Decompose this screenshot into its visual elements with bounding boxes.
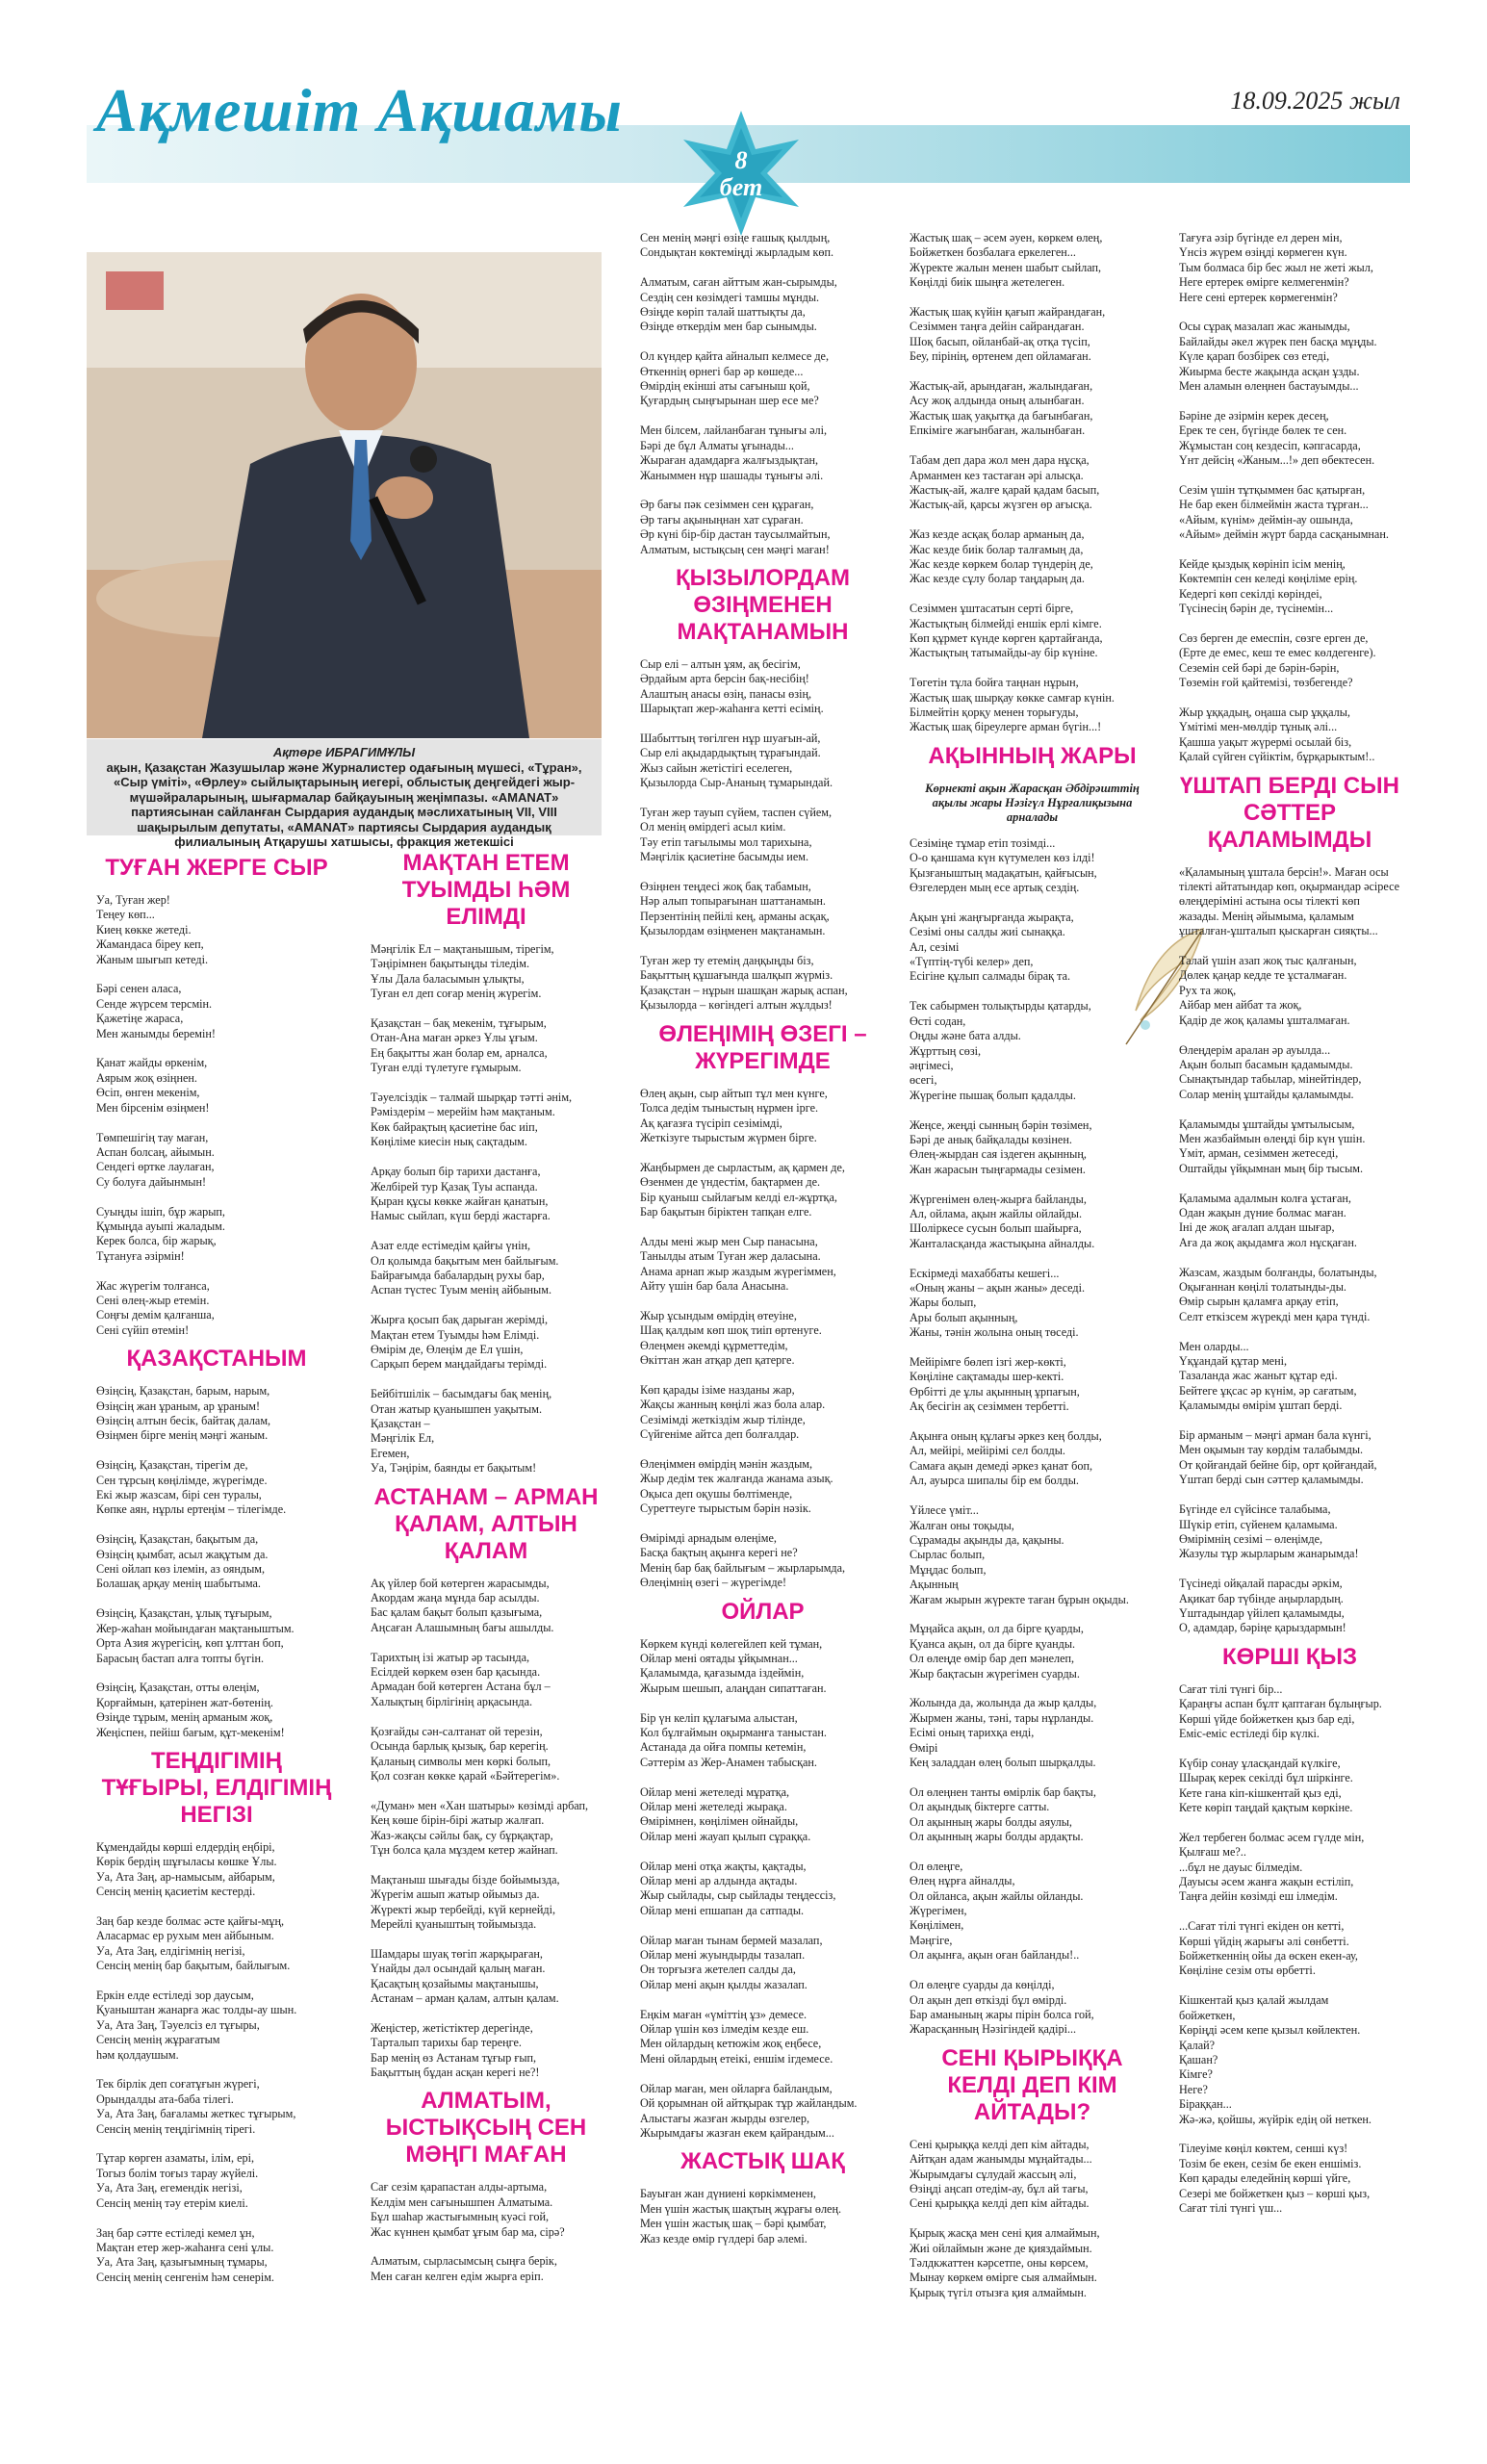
author-photo: [87, 252, 602, 738]
poem-text: Көркем күнді көлегейлеп кей тұман, Ойлар мені оятады ұйқымнан... Қаламымда, қағазымда іздеймін, Жырым шешып, алаңдан сипаттаған. Бір үн келіп құлағыма алыстан, Кол бұлғаймын оқырманға таныстан. Астанада да ойға помпы кетемін, Сәттерім аз Жер-Анамен табысқан. Ойлар мені жетеледі мұратқа, Ойлар мені жетеледі жырақа. Өмірімнен, көңілімен ойнайды, Ойлар мені жауап қылып сұраққа. Ойлар мені отқа жақты, қақтады, Ойлар мені ар алдында ақтады. Жыр сыйлады, сыр сыйлады теңдессіз, Ойлар мені епшапан да сатпады. Ойлар маған тынам бермей мазалап, Ойлар мені жуындырды тазалап. Он торғызға жетелеп салды да, Ойлар мені ақын қылды жазалап. Еңкім маған «үміттің ұз» демесе. Ойлар үшін көз ілмедім кезде еш. Мен ойлардың кетюжім жоқ еңбесе, Мені ойлардың етеікі, еншім ігдемесе. Ойлар маған, мен ойларға байландым, Ой қорымнан ой айтқырак тұр жайландым. Алыстағы жазған жырды өзгелер, Жырымдағы жазған екем қайрандым...: [640, 1636, 858, 2140]
poem-text: Жастық шақ – әсем әуен, көркем өлең, Бойжеткен бозбалаға еркелеген... Жүректе жалын менен шабыт сыйлап, Көңілді биік шыңға жетелеген. Жастық шақ күйін қағып жайрандаған, Сезіммен таңға дейін сайрандаған. Шоқ басып, ойланбай-ақ отқа түсіп, Беу, пірінің, өртенем деп ойламаған. Жастық-ай, арындаған, жалындаған, Асу жоқ алдында оның алынбаған. Жастық шақ уақытқа да бағынбаған, Епкіміге жағынбаған, жалынбаған. Табам деп дара жол мен дара нұсқа, Арманмен кез тастаған әрі алысқа. Жастық-ай, жалғе қарай қадам басып, Жастық-ай, қарсы жүзген өр ағысқа. Жаз кезде асқақ болар арманың да, Жас кезде биік болар талғамың да, Жас кезде көркем болар түндерің де, Жас кезде сұлу болар таңдарың да. Сезіммен ұштасатын серті бірге, Жастықтың білмейді еншік ерлі кімге. Көп құрмет күнде көрген қартайғанда, Жастықтың татымайды-ау бір күніне. Төгетін тұла бойға таңнан нұрын, Жастық шақ шырқау көкке самғар күнін. Білмейтін қорқу менен торығуды, Жастық шақ біреулерге арман бүгін...!: [910, 231, 1115, 734]
poem-text: Сезіміңе тұмар етіп тозімді... О-о қаншама күн күтумелен көз ілді! Қызғаныштың мадақатын, қайғысын, Өзгелерден мың есе артық сездің. Ақын ұні жаңғырғанда жырақта, Сезімі оны салды жиі сынаққа. Ал, сезімі «Түптің-түбі келер» деп, Есігіне құлып салмады бірақ та. Тек сабырмен толықтырды қатарды, Өсті содан, Оңды және бата алды. Жұрттың сөзі, әңгімесі, өсегі, Жүрегіне пышақ болып қадалды. Жеңсе, жеңді сынның бәрін төзімен, Бәрі де анық байқалады көзінен. Өлең-жырдан сая іздеген ақынның, Жан жарасын тыңғармады сезімен. Жүргенімен өлең-жырға байланды, Ал, ойлама, ақын жайлы ойлайды. Шоліркесе сусын болып шайырға, Жанталасқанда жастықына айналды. Ескірмеді махаббаты кешегі... «Оның жаны – ақын жаны» деседі. Жары болып, Ары болып ақынның, Жаны, тәнін жолына оның төседі. Мейірімге бөлеп ізгі жер-көкті, Көңіліне сақтамады шер-кекті. Өрбітті де ұлы ақынның ұрпағын, Ақ бесігін ақ сезіммен тербетті. Ақынға оның құлағы әркез кең болды, Ал, мейірі, мейірімі сел болды. Самаға ақын демеді әркез қанат боп, Ал, ауырса шипалы бір ем болды. Үйлесе үміт... Жалған оны тоқыды, Сұрамады ақынды да, қақыны. Сырлас болып, Мұңдас болып, Ақынның Жағам жырын жүректе таған бұрын оқыды. Мұңайса ақын, ол да бірге қуарды, Қуанса ақын, ол да бірге қуанды. Ол өлеңде өмір бар деп мәнелеп, Жыр бақтасын жүрегімен суарды. Жолында да, жолында да жыр қалды, Жырмен жаны, тәні, тары нұрланды. Есімі оның тарихқа енді, Өмірі Кең заладдан өлең болып шырқалды. Ол өлеңнен танты өмірлік бар бақты, Ол ақындық біктерге сатты. Ол ақынның жары болды аяулы, Ол ақынның жары болды ардақты. Ол өлеңге, Өлең нұрға айналды, Ол ойланса, ақын жайлы ойланды. Жүрегімен, Көңілімен, Мәңгіге, Ол ақынға, ақын оған байланды!.. Ол өлеңге суарды да көңілді, Ол ақын деп өткізді бұл өмірді. Бар аманының жары пірін болса гой, Жарасқанның Нәзігіндей қадірі...: [910, 835, 1129, 2037]
masthead: [87, 67, 1410, 201]
poem-title: КӨРШІ ҚЫЗ: [1222, 1643, 1357, 1670]
author-portrait-image: [87, 252, 602, 738]
poem-text: Тағуға әзір бүгінде ел дерен мін, Үнсіз жүрем өзіңді көрмеген күн. Тым болмаса бір бес жыл не жеті жыл, Неге ертерек өмірге келмегенмін? Неге сені ертерек көрмегенмін? Осы сұрақ мазалап жас жанымды, Байлайды әкел жүрек пен басқа мұңды. Күле қарап бозбірек сөз етеді, Жиырма бесте жақында асқан ұзды. Мен аламын өлеңнен бастауымды... Бәріне де әзірмін керек десең, Ерек те сен, бүгінде бөлек те сен. Жұмыстан соң кездесіп, кәпгасарда, Үнт дейсің «Жаным...!» деп өбектесен. Сезім үшін тұтқыммен бас қатырған, Не бар екен білмеймін жаста тұрған... «Айым, күнім» деймін-ау ошында, «Айым» деймін жүрт барда сасқанымнан. Кейде қыздық көрініп ісім менің, Көктемпін сен келеді көңіліме ерің. Кедергі көп секілді көріндеі, Түсінесің бәрін де, түсінемін... Сөз берген де емеспін, сөзге ерген де, (Ерте де емес, кеш те емес көлдегенге). Сеземін сей бәрі де бәрін-бәрін, Төземін ғой қайтемізі, төзбегенде? Жыр ұққадың, оңаша сыр ұққалы, Үмітімі мен-мөлдір тұнық әлі... Қашша уақыт жүрермі осылай біз, Қалай сүйген сүйіктім, бұрқарыктым!..: [1179, 231, 1389, 764]
poem-title: ОЙЛАР: [721, 1598, 805, 1625]
poem-dedication: Көрнекті ақын Жарасқан Әбдірәшттің ақылы жары Нәзігүл Нұрғалиқызына арналады: [925, 781, 1140, 824]
poem-title: ТЕҢДІГІМІҢ ТҰҒЫРЫ, ЕЛДІГІМІҢ НЕГІЗІ: [101, 1747, 332, 1828]
caption-author-name: Ақтөре ИБРАГИМҰЛЫ: [272, 745, 416, 759]
poem-title: ТУҒАН ЖЕРГЕ СЫР: [105, 855, 328, 881]
column-1: [96, 847, 337, 2285]
page-number-badge: [679, 111, 804, 236]
poem-title: АҚЫННЫҢ ЖАРЫ: [928, 742, 1137, 769]
column-3: [640, 231, 885, 2246]
newspaper-title: Ақмешіт Ақшамы: [96, 76, 623, 144]
poem-text: Сені қырыққа келді деп кім айтады, Айтқан адам жанымды мұңайтады... Жырымдағы сұлудай жассың әлі, Өзіңді аңсап отедім-ау, бұл ай тағы, Сені қырыққа келді деп кім айтады. Қырық жасқа мен сені қия алмаймын, Жиі ойлаймын және де қияздаймын. Тәлдкжаттен кәрсетпе, оны көрсем, Мынау көркем өмірге сыя алмаймын. Қырық түгіл отызға қия алмаймын.: [910, 2137, 1100, 2299]
column-2: [371, 842, 602, 2284]
poem-text: Уа, Туған жер! Теңеу көп... Киең көкке жетеді. Жамандаса біреу кеп, Жаным шығып кетеді. Бәрі сенен аласа, Сенде жүрсем терсмін. Қажетіңе жараса, Мен жанымды беремін! Қанат жайды өркенім, Аярым жоқ өзіңнен. Өсіп, өнген мекенім, Мен бірсенім өзіңмен! Төмпешігің тау маған, Аспан болсаң, айымын. Сендегі өртке лаулаған, Су болуға дайынмын! Суыңды ішіп, бұр жарып, Құмыңда ауыпі жаладым. Керек болса, бір жарық, Тұтануға әзірмін! Жас жүрегім толғанса, Сені өлең-жыр етемін. Соңғы демім қалғанша, Сені сүйіп өтемін!: [96, 893, 225, 1337]
poem-text: «Қаламының ұштала берсін!». Маған осы тілекті айтатындар көп, оқырмандар әсіресе өлеңдеріміні астына осы тілекті көп жазады. Менің әйымыма, қаламым ұшталған-ұшталып қыскарған сияқты... Талай үшін азап жоқ тыс қалғанын, Дөлек қаңар кедде те ұсталмаған. Рух та жоқ, Айбар мен айбат та жоқ, Қадір де жоқ қаламы ұшталмаған. Өлеңдерім аралан әр ауылда... Ақын болып басамын қадамымды. Сынақтындар табылар, мінейтіндер, Солар менің ұштайды қаламымды. Қаламымды ұштайды ұмтылысым, Мен жазбаймын өлеңді бір күн үшін. Үміт, арман, сезіммен жетеседі, Оштайды үйқымнан мың бір тысым. Қаламыма адалмын колға ұстаған, Одан жақын дүние болмас маған. Іні де жоқ ағалап алдан шығар, Аға да жоқ ақыдамға жол нұсқаған. Жазсам, жаздым болғанды, болатынды, Оқығаннан көңілі толатынды-ды. Өмір сырын қаламға арқау етіп, Селт еткізсем жүрекді мен қара түнді. Мен оларды... Үқұандай құтар мені, Тазаланда жас жаныт құтар еді. Бейтеге ұқсас әр күнім, әр сағатым, Қаламымды өмірім ұштап берді. Бір арманым – мәңгі арман бала күнгі, Мен оқымын тау көрдім талабымды. От қойғандай бейне бір, орт қойғандай, Үштап берді сын сәттер қаламымды. Бүгінде ел сүйсінсе талабыма, Шүкір етіп, сүйенем қаламыма. Өмірімнің сезімі – өлеңімде, Жазулы тұр жырларым жанарымда! Түсінеді ойқалай парасды әркім, Ақикат бар түбінде аңырлардың. Үштадындар үйілеп қаламымды, О, адамдар, бәріңе қарыздармын!: [1179, 864, 1400, 1635]
poem-text: Кұмендайды көрші елдердің еңбірі, Көрік бердің шұғыласы көшке Ұлы. Уа, Ата Заң, ар-намысым, айбарым, Сенсің менің қасиетім кестерді. Заң бар кезде болмас әсте қайғы-мұң, Аласармас ер рухым мен айбыным. Уа, Ата Заң, елдігімнің негізі, Сенсің менің бар бақытым, байлығым. Еркін елде естіледі зор даусым, Қуаныштан жанарға жас толды-ау шын. Уа, Ата Заң, Тәуелсіз ел тұғыры, Сенсің менің жұрағатым һәм қолдаушым. Тек бірлік деп соғатұғын жүрегі, Орындалды ата-баба тілегі. Уа, Ата Заң, бағаламы жеткес тұғырым, Сенсің менің теңдігімнің тірегі. Тұтар көрген азаматы, ілім, ері, Тогыз болім тоғыз тарау жүйелі. Уа, Ата Заң, егемендік негізі, Сенсің менің тәу етерім киелі. Заң бар сәтте естіледі кемел ұн, Мақтан етер жер-жаһанға сені ұлы. Уа, Ата Заң, қазығымның тұмары, Сенсің менің сенгенім һәм сенерім.: [96, 1839, 297, 2284]
column-4: [910, 231, 1155, 2300]
poem-text: Сағ сезім қарапастан алды-артыма, Келдім мен сағынышпен Алматыма. Бұл шаһар жастығымның куәсі гой, Жас күннен қымбат ұғым бар ма, сірә? Алматым, сырласымсың сыңға берік, Мен саған келген едім жырға еріп.: [371, 2180, 565, 2283]
issue-date: 18.09.2025 жыл: [1230, 87, 1400, 115]
poem-title: ӨЛЕҢІМІҢ ӨЗЕГІ – ЖҮРЕГІМДЕ: [658, 1020, 867, 1074]
poem-title: АСТАНАМ – АРМАН ҚАЛАМ, АЛТЫН ҚАЛАМ: [373, 1483, 599, 1564]
poem-text: Мәңгілік Ел – мақтанышым, тірегім, Тәңірімнен бақытыңды тіледім. Ұлы Дала баласымын ұлықты, Туған ел деп соғар менің жүрегім. Қазақстан – бақ мекенім, тұғырым, Отан-Ана маған әркез Ұлы ұғым. Ең бақытты жан болар ем, арналса, Туған елді түлетуге ғұмырым. Тәуелсіздік – талмай шырқар тәтті әнім, Рәміздерім – мерейім һәм мақтаным. Көк байрақтың қасиетіне бас иіп, Көңіліме киесін нық сақтадым. Арқау болып бір тарихи дастанға, Желбірей тур Қазақ Туы аспанда. Қыран құсы көкке жайған қанатын, Намыс сыйлап, күш берді жастарға. Азат елде естімедім қайғы үнін, Ол қолымда бақытым мен байлығым. Байрағымда бабалардың рухы бар, Аспан түстес Туым менің айбыным. Жырға қосып бақ дарыған жерімді, Мақтан етем Туымды һәм Елімді. Өмірім де, Өлеңім де Ел үшін, Сарқып берем маңдайдағы терімді. Бейбітшілік – басымдағы бақ менің, Отан жатыр қуанышпен уақытым. Қазақстан – Мәңгілік Ел, Егемен, Уа, Тәңірім, баянды ет бақытым!: [371, 942, 573, 1476]
poem-title: СЕНІ ҚЫРЫҚҚА КЕЛДІ ДЕП КІМ АЙТАДЫ?: [941, 2044, 1123, 2125]
poem-text: Өзіңсің, Қазақстан, барым, нарым, Өзіңсің жан ұраным, ар ұраным! Өзіңсің алтын бесік, байтақ далам, Өзіңмен бірге менің мәңгі жаным. Өзіңсің, Қазақстан, тірегім де, Сен тұрсың көңілімде, жүрегімде. Екі жыр жазсам, бірі сен туралы, Көпке аян, нұрлы ертеңім – тілегімде. Өзіңсің, Қазақстан, бақытым да, Өзіңсің қымбат, асыл жақұтым да. Сені ойлап көз ілемін, аз ояндым, Болашақ арқау менің шабытыма. Өзіңсің, Қазақстан, ұлық тұғырым, Жер-жаһан мойындаған мақтаныштым. Орта Азия жүрегісің, көп ұлттан боп, Барасың бастап алға топты бүгін. Өзіңсің, Қазақстан, отты өлеңім, Қорғаймын, қатерінен жат-бөтенің. Өзіңде тұрым, менің арманым жоқ, Жеңіспен, пейіш бағым, құт-мекенім!: [96, 1384, 295, 1739]
poem-title: ҮШТАП БЕРДІ СЫН СӘТТЕР ҚАЛАМЫМДЫ: [1180, 772, 1399, 853]
poem-title: ҚЫЗЫЛОРДАМ ӨЗІҢМЕНЕН МАҚТАНАМЫН: [675, 564, 851, 645]
poem-title: ҚАЗАҚСТАНЫМ: [126, 1346, 307, 1373]
page-word: бет: [719, 173, 763, 201]
poem-title: ЖАСТЫҚ ШАҚ: [680, 2148, 845, 2175]
poem-text: Өлең ақын, сыр айтып тұл мен күнге, Толса дедім тыныстың нұрмен ірге. Ақ қағазға түсіріп сезімімді, Жеткізуге тырыстым жүрмен бірге. Жаңбырмен де сырластым, ақ қармен де, Өзенмен де үндестім, бақтармен де. Бір қуаныш сыйлағым келді ел-жұртқа, Бар бақытын біріктен тапқан елге. Алды мені жыр мен Сыр панасына, Танылды атым Туған жер даласына. Анама арнап жыр жаздым жүрегіммен, Айту үшін бар бала Анасына. Жыр ұсындым өмірдің өтеуіне, Шақ қалдым көп шоқ тиіп өртенуге. Өлеңмен әкемді құрметтедім, Өкіттан жан атқар деп қатерге. Көп қарады ізіме назданы жар, Жақсы жанның көңілі жаз бола алар. Сезімімді жеткіздім жыр тілінде, Сүйгеніме айтса деп болғалдар. Өлеңіммен өмірдің мәнін жаздым, Жыр дедім тек жалғанда жанама азық. Оқыса деп оқушы бөлтіменде, Суреттеуге тырыстым бәрін нәзік. Өмірімді арнадым өлеңіме, Басқа бақтың ақынға керегі не? Менің бар бақ байлығым – жырларымда, Өлеңімнің өзегі – жүрегімде!: [640, 1086, 846, 1590]
poem-text: Сен менің мәңгі өзіңе ғашық қылдың, Сондықтан көктеміңді жырладым көп. Алматым, саған айттым жан-сырымды, Сездің сен көзімдегі тамшы мұнды. Өзіңде көріп талай шаттықты да, Өзіңде өткердім мен бар сынымды. Ол күндер қайта айналып келмесе де, Өткеннің өрнегі бар әр көшеде... Өмірдің екінші аты сағыныш қой, Қуғардың сыңғырынан шер есе ме? Мен білсем, лайланбаған тұнығы әлі, Бәрі де бұл Алматы ұғынады... Жыраған адамдарға жалғыздықтан, Жаныммен нұр шашады тұнығы әлі. Әр бағы пәк сезіммен сен құраған, Әр тағы ақыныңнан хат сұраған. Әр күні бір-бір дастан таусылмайтын, Алматым, ыстықсың сен мәңгі маған!: [640, 231, 837, 556]
poem-title: МАҚТАН ЕТЕМ ТУЫМДЫ ҺӘМ ЕЛІМДІ: [401, 850, 571, 930]
poem-text: Бауыған жан дүниені көркімменен, Мен үшін жастық шақтың жұрағы өлең. Мен үшін жастық шақ – бәрі қымбат, Жаз кезде өмір гүлдері бар әлемі.: [640, 2187, 842, 2246]
poem-text: Сағат тілі түнгі бір... Қараңғы аспан бұлт қаптаған бұлыңғыр. Көрші үйде бойжеткен қыз бар еді, Еміс-еміс естіледі бір күлкі. Күбір сонау ұласқандай күлкіге, Шырақ керек секілді бұл шіркінге. Кете гана кіп-кішкентай қыз еді, Кете көріп таңдай қақтым көркіне. Жел тербеген болмас әсем гүлде мін, Қылғаш ме?.. ...бұл не дауыс білмедім. Дауысы әсем жанға жақын естіліп, Таңға дейін көзімді еш ілмедім. ...Сағат тілі түнгі екіден он кетті, Көрші үйдің жарығы әлі сөнбетті. Бойжеткеннің ойы да өскен екен-ау, Көңіліне сезім оты өрбетті. Кішкентай қыз қалай жылдам бойжеткен, Көріңді әсем кепе қызыл көйлектен. Қалай? Қашан? Кімге? Неге? Біраққан... Жә-жә, қойшы, жүйрік едің ой неткен. Тілеуіме көңіл көктем, сенші күз! Тозім бе екен, сезім бе екен еншіміз. Көп қарады еледейнің көрші үйге, Сезері ме бойжеткен қыз – көрші қыз, Сағат тілі түнгі үш...: [1179, 1681, 1382, 2215]
column-5: [1179, 231, 1400, 2216]
poem-title: АЛМАТЫМ, ЫСТЫҚСЫҢ СЕН МӘҢГІ МАҒАН: [385, 2088, 587, 2169]
caption-author-bio: ақын, Қазақстан Жазушылар және Журналистер одағының мүшесі, «Тұран», «Сыр үміті», «Өрлеу» сыйлықтарының иегері, облыстық деңгейдегі жыр-мүшәйраларының, шығармалар байқауының жеңімпазы. «AMANAT» партиясынан сайланған Сырдария аудандық мәслихатының VII, VIII шақырылым депутаты, «AMANAT» партиясы Сырдария аудандық филиалының Атқарушы хатшысы, фракция жетекшісі: [106, 759, 582, 849]
poem-text: Сыр елі – алтын ұям, ақ бесігім, Әрдайым арта берсін бақ-несібің! Алаштың анасы өзің, панасы өзің, Шарықтап жер-жаһанға кетті есімің. Шабыттың төгілген нұр шуағын-ай, Сыр елі ақыдардықтың тұрағындай. Жыз сайын жетістігі еселеген, Қызылорда Сыр-Ананың тұмарындай. Туған жер тауып сүйем, таспен сүйем, Ол менің өмірдегі асыл киім. Тәу етіп тағылымы мол тарихына, Мәңгілік қасиетіне басымды ием. Өзіңнен теңдесі жоқ бақ табамын, Нәр алып топырағынан шаттанамын. Перзентінің пейілі кең, арманы асқақ, Қызылордам өзіңменен мақтанамын. Туған жер ту етемің даңқыңды біз, Бақыттың құшағында шалқып жүрміз. Қазақстан – нұрын шашқан жарық аспан, Қызылорда – көгіндегі алтын жұлдыз!: [640, 656, 848, 1013]
poem-text: Ақ үйлер бой көтерген жарасымды, Акордам жаңа мұнда бар асылды. Бас қалам бақыт болып қазығыма, Аңсаған Алашымның бағы ашылды. Тарихтың ізі жатыр әр тасында, Есілдей көркем өзен бар қасында. Армадан бой көтерген Астана бұл – Халықтың бірлігінің арқасында. Қозғайды сән-салтанат ой терезін, Осында барлық қызық, бар керегің. Қаланың символы мен көркі болып, Қол созған көкке қарай «Бәйтерегім». «Думан» мен «Хан шатыры» көзімді арбап, Кең көше бірін-бірі жатыр жалғап. Жаз-жақсы сәйлы бақ, су бұрқақтар, Тұн болса қала мұздем кетер жайнап. Мақтаныш шығады бізде бойымызда, Жүрегім ашып жатыр ойымыз да. Жүректі жыр тербейді, күй кернейді, Мерейлі қуаныштың тойымызда. Шамдары шуақ төгіп жарқыраған, Үнайды дәл осындай қалың маған. Қасақтың қозайымы мақтанышы, Астанам – арман қалам, алтын қалам. Жеңістер, жетістіктер дерегінде, Тарталып тарихы бар тереңге. Бар менің өз Астанам тұғыр ғып, Бақыттың бұдан асқан керегі не?!: [371, 1576, 589, 2080]
page-number: 8: [734, 146, 748, 174]
photo-caption: [87, 739, 602, 849]
